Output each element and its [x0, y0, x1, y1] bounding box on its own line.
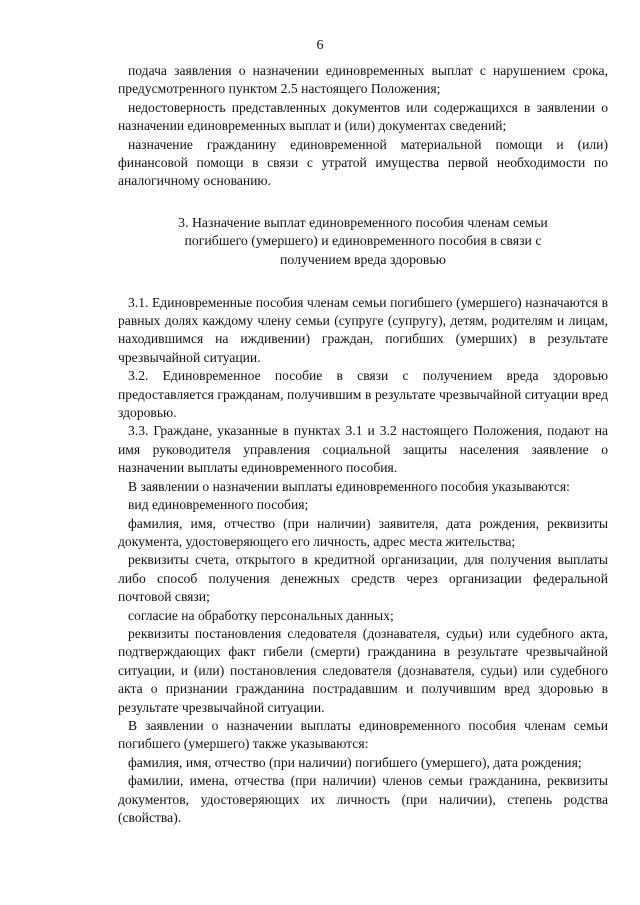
list-item-applicant-details: фамилия, имя, отчество (при наличии) заявителя, дата рождения, реквизиты документа, удостоверяющего его личность, адрес места жительства;	[118, 515, 608, 549]
paragraph-3-2: 3.2. Единовременное пособие в связи с получением вреда здоровью предоставляется гражданам, получившим в результате чрезвычайной ситуации вред здоровью.	[118, 368, 608, 421]
section-3-heading-line: погибшего (умершего) и единовременного пособия в связи с	[184, 233, 542, 249]
list-item-family-members: фамилии, имена, отчества (при наличии) членов семьи гражданина, реквизиты документов, удостоверяющих их личность (при наличии), степень родства (свойства).	[118, 773, 608, 825]
list-item-data-consent: согласие на обработку персональных данных;	[128, 607, 394, 623]
paragraph-duplicate-assistance: назначение гражданину единовременной материальной помощи и (или) финансовой помощи в связи с утратой имущества первой необходимости по аналогичному основанию.	[118, 136, 608, 189]
paragraph-late-application: подача заявления о назначении единовременных выплат с нарушением срока, предусмотренного пунктом 2.5 настоящего Положения;	[118, 63, 608, 97]
list-item-deceased-details: фамилия, имя, отчество (при наличии) погибшего (умершего), дата рождения;	[128, 754, 582, 770]
section-3-heading-line: получением вреда здоровью	[280, 252, 446, 268]
list-item-benefit-type: вид единовременного пособия;	[128, 497, 309, 513]
section-3-heading	[118, 214, 608, 270]
section-3-heading-line: 3. Назначение выплат единовременного пособия членам семьи	[178, 214, 548, 230]
paragraph-family-application: В заявлении о назначении выплаты единовременного пособия членам семьи погибшего (умершего) также указываются:	[118, 717, 608, 752]
paragraph-application-contents: В заявлении о назначении выплаты единовременного пособия указываются:	[128, 478, 570, 494]
paragraph-3-3: 3.3. Граждане, указанные в пунктах 3.1 и 3.2 настоящего Положения, подают на имя руководителя управления социальной защиты населения заявление о назначении выплаты единовременного пособия.	[118, 423, 608, 476]
document-body	[118, 62, 608, 827]
list-item-investigator-decision: реквизиты постановления следователя (дознавателя, судьи) или судебного акта, подтверждающих факт гибели (смерти) гражданина в результате чрезвычайной ситуации, и (или) постановления следователя (дознавателя, судьи) или судебного акта о признании гражданина пострадавшим и получившим вред здоровью в результате чрезвычайной ситуации.	[118, 625, 608, 715]
paragraph-invalid-documents: недостоверность представленных документов или содержащихся в заявлении о назначении единовременных выплат и (или) документах сведений;	[118, 99, 608, 134]
list-item-bank-details: реквизиты счета, открытого в кредитной организации, для получения выплаты либо способ получения денежных средств через организации федеральной почтовой связи;	[118, 552, 608, 605]
page-number: 6	[316, 38, 324, 53]
paragraph-3-1: 3.1. Единовременные пособия членам семьи погибшего (умершего) назначаются в равных долях каждому члену семьи (супруге (супругу), детям, родителям и лицам, находившимся на иждивении) граждан, погибших (умерших) в результате чрезвычайной ситуации.	[118, 294, 608, 365]
